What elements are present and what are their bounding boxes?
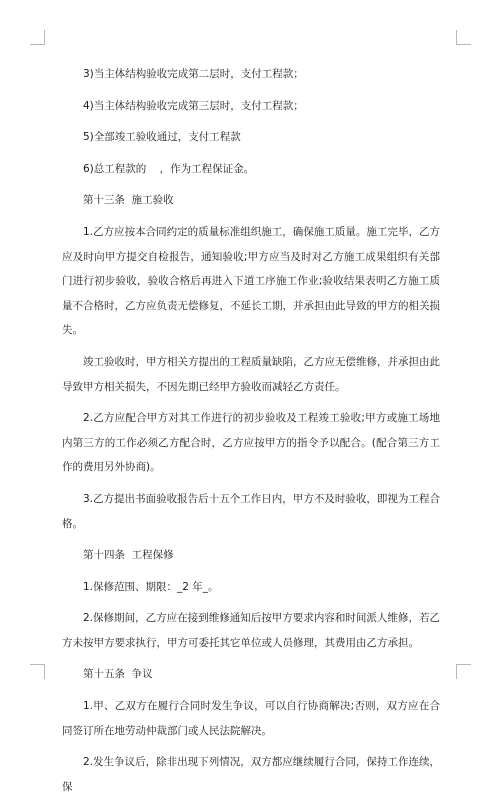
paragraph-payment-6: 6)总工程款的 ，作为工程保证金。 bbox=[83, 162, 255, 175]
section-heading-15: 第十五条 争议 bbox=[83, 668, 153, 681]
section-heading-13: 第十三条 施工验收 bbox=[83, 194, 174, 207]
paragraph-payment-4: 4)当主体结构验收完成第三层时，支付工程款； bbox=[83, 99, 304, 112]
paragraph-15-1: 1.甲、乙双方在履行合同时发生争议，可以自行协商解决;否则，双方应在合同签订所在地劳动仲裁部门或人民法院解决。 bbox=[62, 700, 440, 737]
document-body bbox=[62, 62, 440, 799]
paragraph-13-2: 2.乙方应配合甲方对其工作进行的初步验收及工程竣工验收;甲方或施工场地内第三方的工作必须乙方配合时，乙方应按甲方的指令予以配合。(配合第三方工作的费用另外协商)。 bbox=[62, 412, 440, 474]
paragraph-13-1: 1.乙方应按本合同约定的质量标准组织施工，确保施工质量。施工完毕，乙方应及时向甲方提交自检报告，通知验收;甲方应当及时对乙方施工成果组织有关部门进行初步验收，验收合格后再进入下道工序施工作业;验收结果表明乙方施工质量不合格时，乙方应负责无偿修复，不延长工期，并承担由此导致的甲方的相关损失。 bbox=[62, 225, 440, 337]
paragraph-13-completion: 竣工验收时，甲方相关方提出的工程质量缺陷，乙方应无偿维修，并承担由此导致甲方相关损失，不因先期已经甲方验收而减轻乙方责任。 bbox=[62, 355, 440, 393]
crop-mark-bottom-right bbox=[456, 664, 471, 679]
paragraph-14-1: 1.保修范围、期限：_2 年_。 bbox=[83, 580, 219, 593]
paragraph-14-2: 2.保修期间，乙方应在接到维修通知后按甲方要求内容和时间派人维修，若乙方未按甲方要求执行，甲方可委托其它单位或人员修理，其费用由乙方承担。 bbox=[62, 612, 440, 649]
paragraph-13-3: 3.乙方提出书面验收报告后十五个工作日内，甲方不及时验收，即视为工程合格。 bbox=[62, 492, 440, 530]
paragraph-payment-3: 3)当主体结构验收完成第二层时，支付工程款； bbox=[83, 68, 304, 80]
crop-mark-bottom-left bbox=[30, 664, 45, 679]
paragraph-15-2: 2.发生争议后，除非出现下列情况，双方都应继续履行合同，保持工作连续，保 bbox=[62, 756, 440, 793]
crop-mark-top-right bbox=[456, 30, 471, 45]
crop-mark-top-left bbox=[30, 30, 45, 45]
section-heading-14: 第十四条 工程保修 bbox=[83, 549, 174, 562]
paragraph-payment-5: 5)全部竣工验收通过，支付工程款 bbox=[83, 131, 241, 144]
